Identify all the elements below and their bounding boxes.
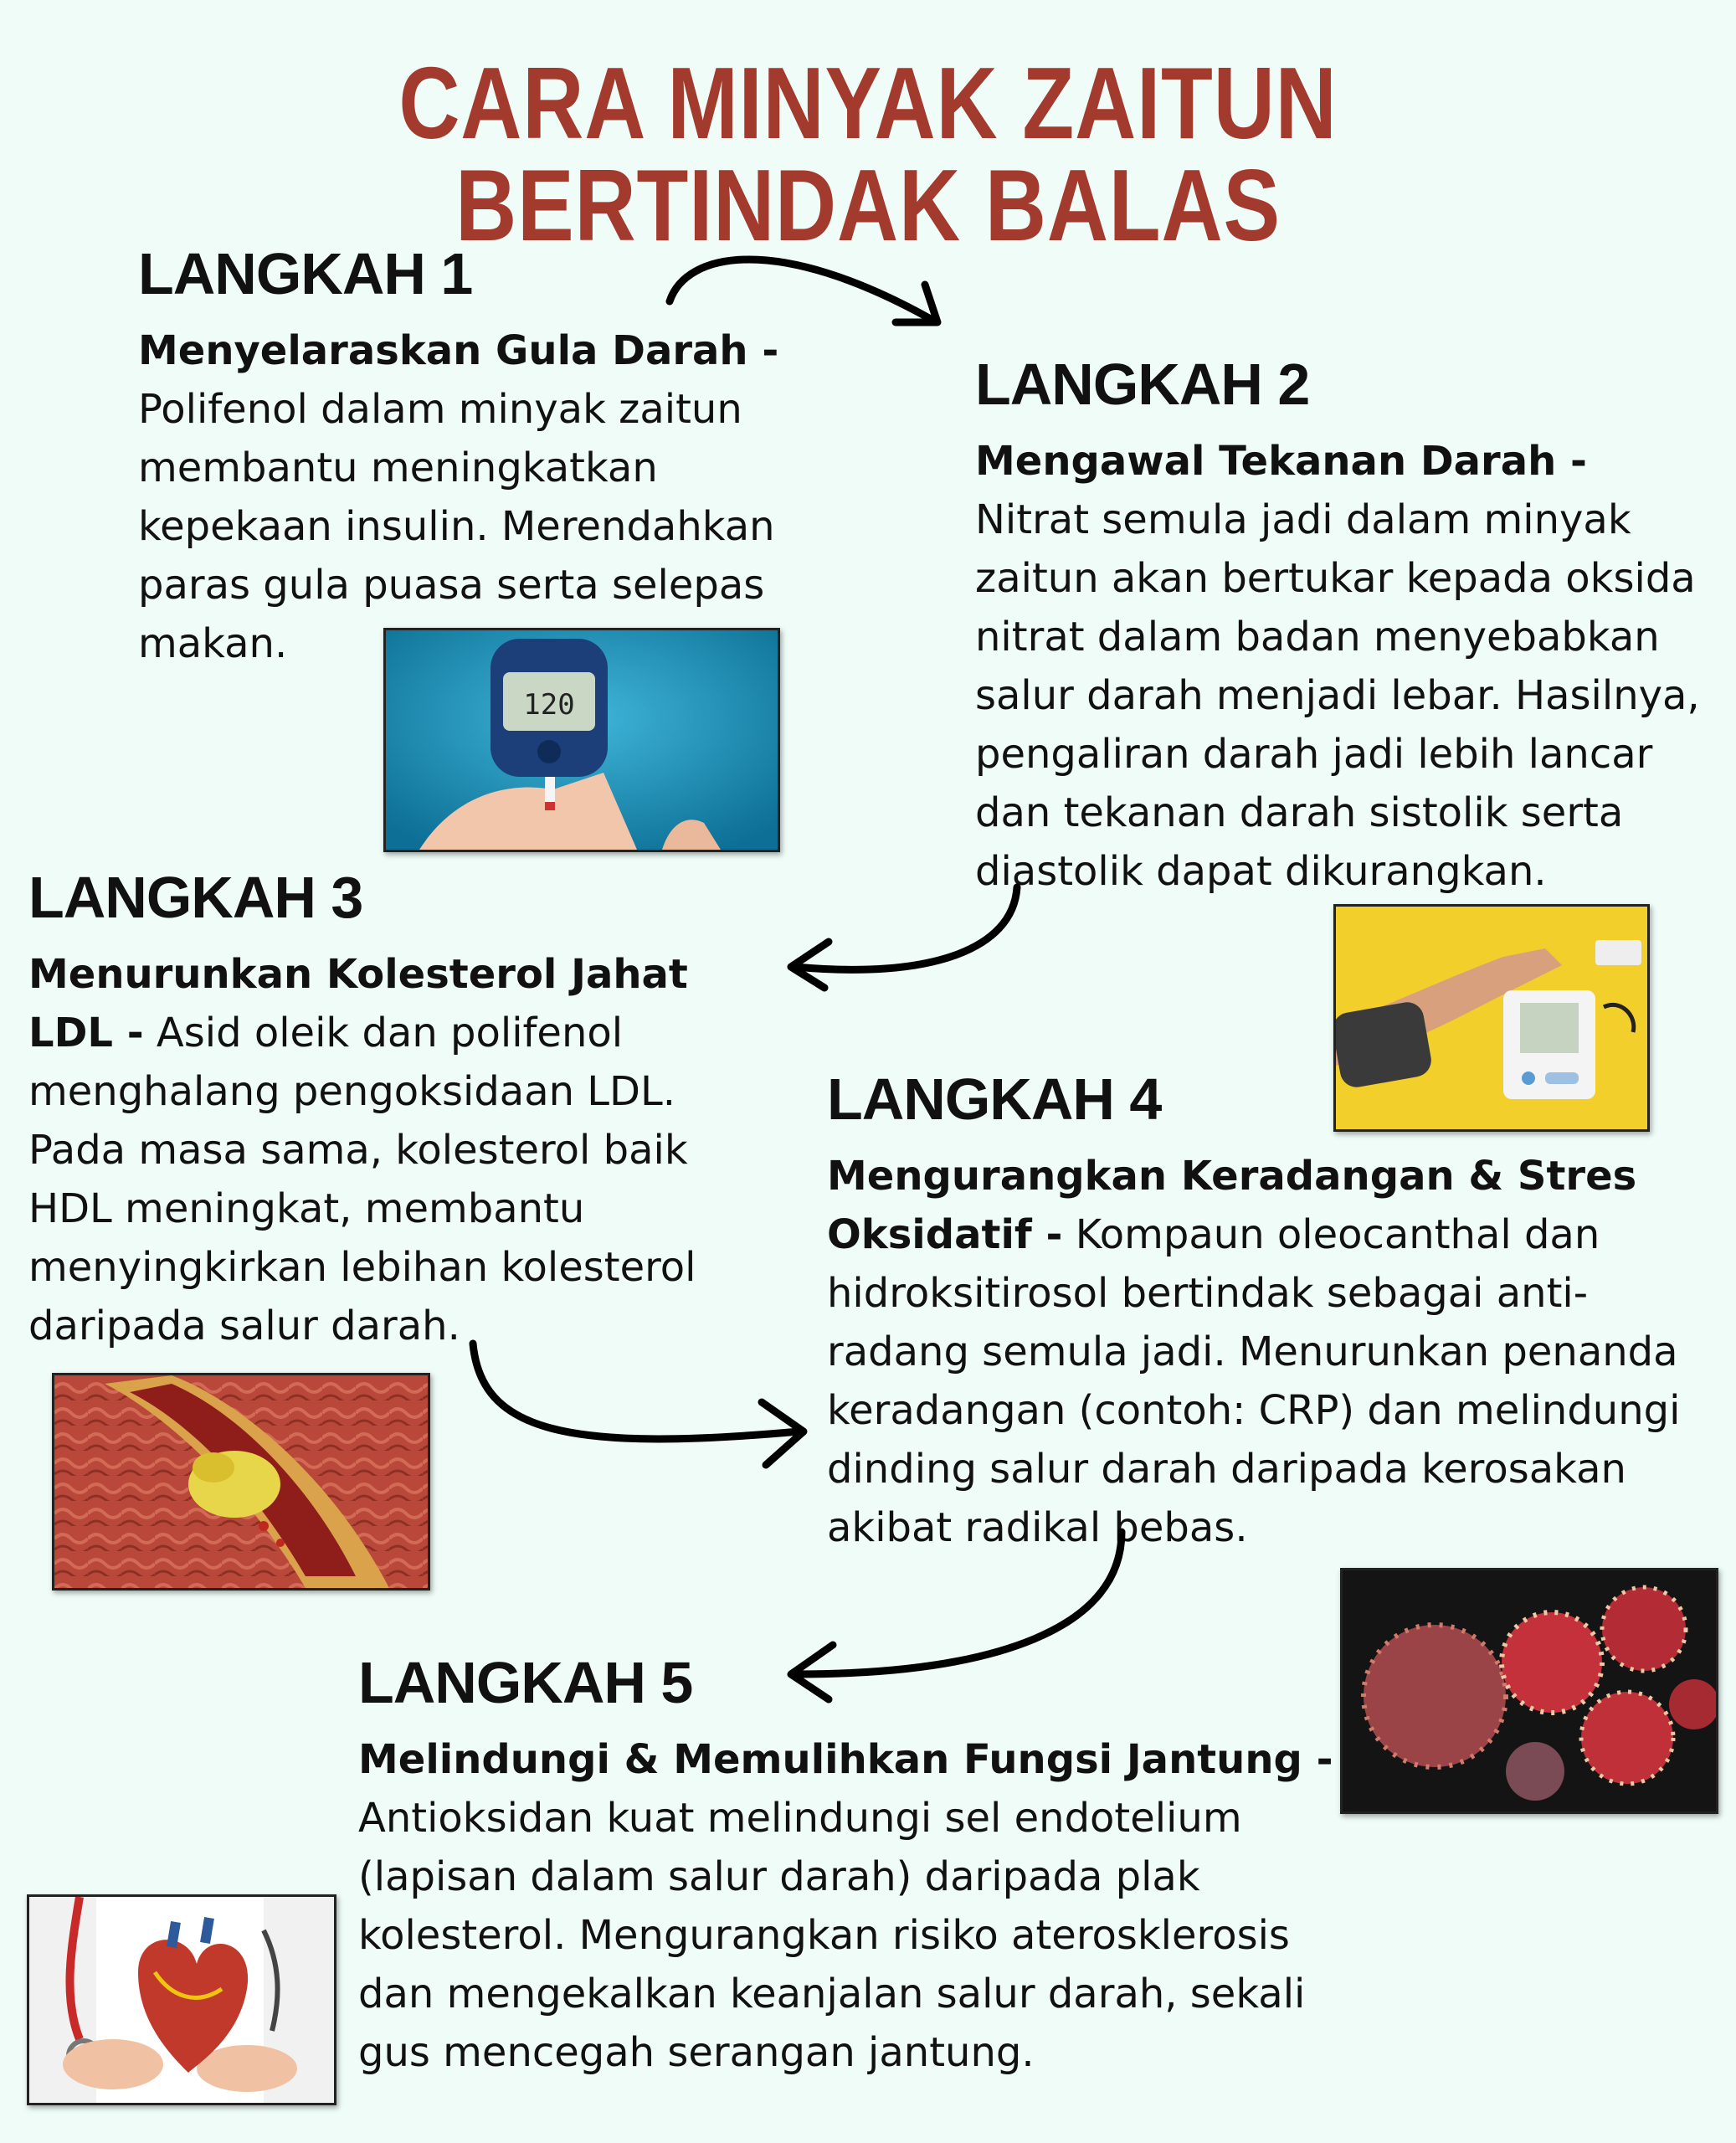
step-3-text bbox=[28, 945, 765, 1355]
step-5-heading: LANGKAH 5 bbox=[358, 1650, 693, 1715]
step-4-body: Kompaun oleocanthal dan hidroksitirosol bertindak sebagai anti-radang semula jadi. Menurunkan penanda keradangan (contoh: CRP) dan melindungi dinding salur darah daripada kerosakan akibat radikal bebas. bbox=[827, 1211, 1681, 1551]
step-2-heading: LANGKAH 2 bbox=[975, 352, 1310, 417]
step-3-body: Asid oleik dan polifenol menghalang pengoksidaan LDL. Pada masa sama, kolesterol baik HDL meningkat, membantu menyingkirkan lebihan kolesterol daripada salur darah. bbox=[28, 1010, 696, 1349]
step-5-lead: Melindungi & Memulihkan Fungsi Jantung - bbox=[358, 1736, 1333, 1783]
glucometer-photo bbox=[383, 628, 780, 852]
step-5-text bbox=[358, 1730, 1346, 2082]
blood-pressure-photo bbox=[1333, 904, 1650, 1132]
step-1-lead: Menyelaraskan Gula Darah - bbox=[138, 327, 779, 374]
page-title: CARA MINYAK ZAITUN BERTINDAK BALAS bbox=[398, 46, 1338, 262]
step-1-body: Polifenol dalam minyak zaitun membantu meningkatkan kepekaan insulin. Merendahkan paras gula puasa serta selepas makan. bbox=[138, 386, 775, 667]
arrow-step1-to-step2 bbox=[653, 239, 971, 347]
step-2-lead: Mengawal Tekanan Darah - bbox=[975, 438, 1587, 485]
step-3 bbox=[28, 865, 765, 1355]
step-5-body: Antioksidan kuat melindungi sel endotelium (lapisan dalam salur darah) daripada plak kolesterol. Mengurangkan risiko aterosklerosis dan mengekalkan keanjalan salur darah, sekali gus mencegah serangan jantung. bbox=[358, 1795, 1306, 2076]
step-2 bbox=[975, 352, 1712, 901]
step-1-heading: LANGKAH 1 bbox=[138, 241, 473, 306]
inflammation-cells-photo bbox=[1340, 1568, 1718, 1814]
step-5 bbox=[358, 1650, 1346, 2082]
arrow-step4-to-step5 bbox=[778, 1528, 1130, 1704]
step-3-lead: Menurunkan Kolesterol Jahat LDL - bbox=[28, 951, 688, 1056]
step-3-heading: LANGKAH 3 bbox=[28, 865, 363, 930]
step-2-text bbox=[975, 432, 1712, 901]
artery-plaque-photo bbox=[52, 1373, 430, 1591]
glucometer-reading: 120 bbox=[523, 688, 575, 722]
step-4-lead: Mengurangkan Keradangan & Stres Oksidatif - bbox=[827, 1153, 1637, 1258]
step-4-text bbox=[827, 1147, 1714, 1557]
heart-model-photo bbox=[27, 1894, 336, 2105]
arrow-step2-to-step3 bbox=[778, 883, 1030, 1000]
step-1-text bbox=[138, 321, 824, 673]
step-2-body: Nitrat semula jadi dalam minyak zaitun akan bertukar kepada oksida nitrat dalam badan menyebabkan salur darah menjadi lebar. Hasilnya, pengaliran darah jadi lebih lancar dan tekanan darah sistolik serta diastolik dapat dikurangkan. bbox=[975, 496, 1700, 895]
step-4-heading: LANGKAH 4 bbox=[827, 1066, 1162, 1132]
step-4 bbox=[827, 1066, 1714, 1557]
arrow-step3-to-step4 bbox=[465, 1339, 816, 1482]
